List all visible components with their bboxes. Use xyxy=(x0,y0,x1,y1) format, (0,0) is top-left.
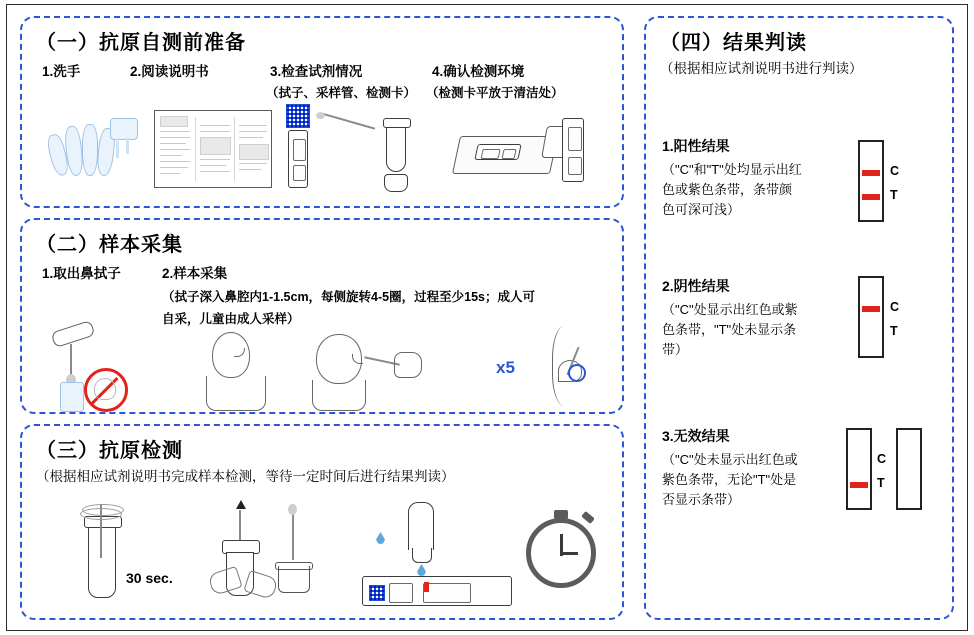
prep-step-4-note: （检测卡平放于清洁处） xyxy=(426,86,564,100)
preparation-title: （一）抗原自测前准备 xyxy=(36,32,246,54)
child-nasal-swab-illustration xyxy=(312,330,422,412)
timer-30s-label: 30 sec. xyxy=(126,570,173,586)
sampling-note-line-1: （拭子深入鼻腔内1-1.5cm，每侧旋转4-5圈，过程至少15s；成人可 xyxy=(162,290,535,304)
testing-note: （根据相应试剂说明书完成样本检测，等待一定时间后进行结果判读） xyxy=(36,469,455,484)
swab-in-tube-illustration xyxy=(60,504,180,604)
invalid-c-label: C xyxy=(877,452,887,466)
result-positive-line-1: （"C"和"T"处均显示出红 xyxy=(662,162,802,177)
prep-step-2-label: 2.阅读说明书 xyxy=(130,64,209,79)
result-negative-cassette xyxy=(858,276,922,362)
positive-t-band xyxy=(862,194,880,200)
sampling-note-line-2: 自采，儿童由成人采样） xyxy=(162,312,300,326)
result-invalid-line-1: （"C"处未显示出红色或 xyxy=(662,452,798,467)
prep-step-4-label: 4.确认检测环境 xyxy=(432,64,525,79)
prep-step-3-label: 3.检查试剂情况 xyxy=(270,64,363,79)
drip-sample-illustration xyxy=(362,502,522,608)
instruction-leaflet-illustration xyxy=(154,110,272,188)
result-invalid xyxy=(662,426,824,510)
test-environment-illustration xyxy=(452,114,592,192)
rotation-count-badge: x5 xyxy=(496,358,515,377)
result-positive-heading: 1.阳性结果 xyxy=(662,138,730,154)
section-results xyxy=(644,16,954,620)
invalid-t-label: T xyxy=(877,476,885,490)
result-positive-line-3: 色可深可浅） xyxy=(662,202,741,218)
wait-timer-illustration xyxy=(520,508,616,604)
result-negative-line-1: （"C"处显示出红色或紫 xyxy=(662,302,798,317)
prep-step-1-label: 1.洗手 xyxy=(42,64,81,79)
negative-c-band xyxy=(862,306,880,312)
results-subtitle: （根据相应试剂说明书进行判读） xyxy=(660,61,863,76)
positive-t-label: T xyxy=(890,188,898,202)
section-sampling xyxy=(20,218,624,414)
adult-head-tilt-illustration xyxy=(190,330,276,412)
result-invalid-line-2: 紫色条带，无论"T"处是 xyxy=(662,472,797,488)
result-positive-cassette xyxy=(858,140,922,226)
result-negative-line-2: 色条带，"T"处未显示条 xyxy=(662,322,797,338)
positive-c-label: C xyxy=(890,164,900,178)
result-positive-line-2: 色或紫色条带，条带颜 xyxy=(662,182,793,198)
negative-c-label: C xyxy=(890,300,900,314)
prep-step-3-note: （拭子、采样管、检测卡） xyxy=(266,86,417,100)
result-invalid-cassettes xyxy=(846,428,936,514)
wash-hands-illustration xyxy=(44,112,144,184)
nose-closeup-illustration xyxy=(534,324,614,412)
reagent-check-illustration xyxy=(282,104,424,194)
preparation-steps xyxy=(22,59,622,99)
section-preparation xyxy=(20,16,624,208)
sampling-step-1-label: 1.取出鼻拭子 xyxy=(42,266,121,281)
sampling-steps xyxy=(22,261,622,326)
negative-t-label: T xyxy=(890,324,898,338)
result-invalid-heading: 3.无效结果 xyxy=(662,428,730,444)
result-negative-heading: 2.阴性结果 xyxy=(662,278,730,294)
sampling-title: （二）样本采集 xyxy=(36,234,183,256)
invalid-cassette-with-t-band xyxy=(846,428,872,510)
result-invalid-line-3: 否显示条带） xyxy=(662,492,741,508)
discard-swab-illustration xyxy=(274,504,354,604)
positive-c-band xyxy=(862,170,880,176)
invalid-t-band xyxy=(850,482,868,488)
testing-title: （三）抗原检测 xyxy=(36,440,183,462)
take-out-swab-illustration xyxy=(44,324,152,410)
result-negative-line-3: 带） xyxy=(662,342,689,358)
section-testing xyxy=(20,424,624,620)
sampling-step-2-label: 2.样本采集 xyxy=(162,266,228,281)
invalid-cassette-blank xyxy=(896,428,922,510)
results-title: （四）结果判读 xyxy=(660,32,807,54)
result-negative xyxy=(662,276,824,360)
result-positive xyxy=(662,136,824,220)
